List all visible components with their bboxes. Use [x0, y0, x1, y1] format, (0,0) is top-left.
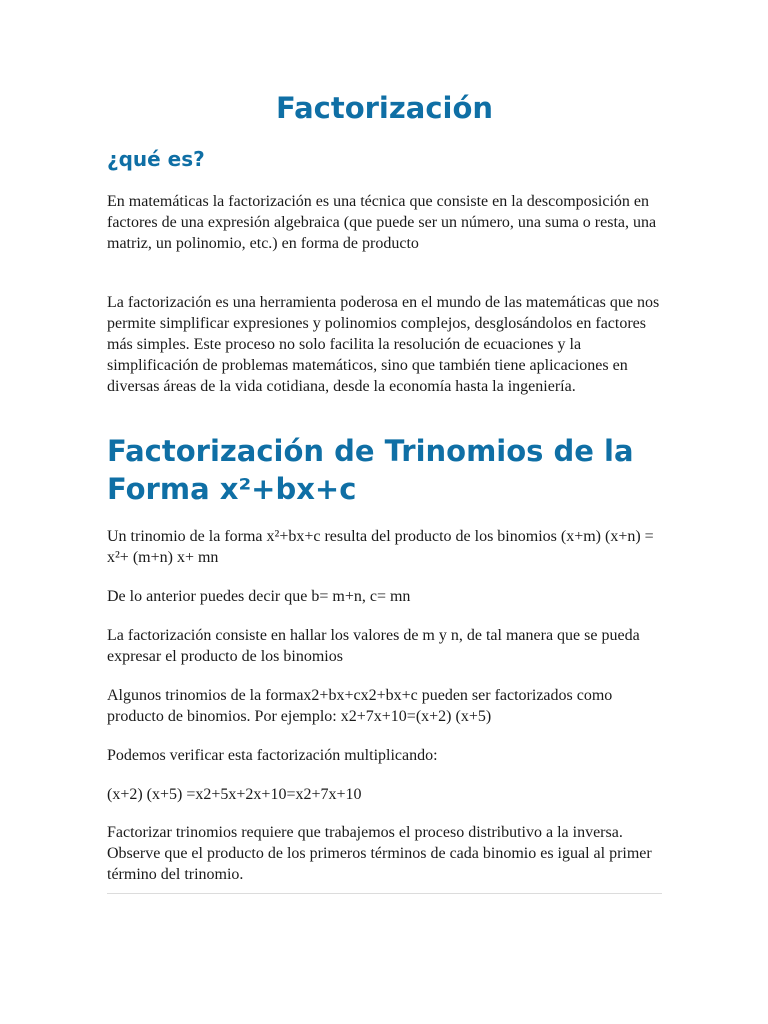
paragraph-importance: La factorización es una herramienta poderosa en el mundo de las matemáticas que nos permite simplificar expresiones y polinomios complejos, desglosándolos en factores más simples. Este proceso no solo facilita la resolución de ecuaciones y la simplificación de problemas matemáticos, sino que también tiene aplicaciones en diversas áreas de la vida cotidiana, desde la economía hasta la ingeniería.: [107, 294, 660, 395]
section-heading-que-es: ¿qué es?: [107, 147, 205, 171]
bottom-divider: [107, 893, 662, 894]
paragraph-definition: En matemáticas la factorización es una técnica que consiste en la descomposición en factores de una expresión algebraica (que puede ser un número, una suma o resta, una matriz, un polinomio, etc.) en forma de producto: [107, 193, 657, 252]
paragraph-example: Algunos trinomios de la formax2+bx+cx2+bx+c pueden ser factorizados como producto de binomios. Por ejemplo: x2+7x+10=(x+2) (x+5): [107, 687, 613, 725]
paragraph-factorization-goal: La factorización consiste en hallar los valores de m y n, de tal manera que se pueda expresar el producto de los binomios: [107, 627, 640, 665]
paragraph-verify: Podemos verificar esta factorización multiplicando:: [107, 747, 438, 764]
paragraph-b-c-relation: De lo anterior puedes decir que b= m+n, c= mn: [107, 588, 411, 605]
paragraph-trinomio-form: Un trinomio de la forma x²+bx+c resulta del producto de los binomios (x+m) (x+n) = x²+ (m+n) x+ mn: [107, 528, 654, 566]
paragraph-distributive: Factorizar trinomios requiere que trabajemos el proceso distributivo a la inversa. Observe que el producto de los primeros términos de cada binomio es igual al primer término del trinomio.: [107, 824, 652, 883]
document-title: Factorización: [275, 91, 494, 125]
section-heading-trinomios: Factorización de Trinomios de la Forma x²+bx+c: [107, 434, 634, 506]
paragraph-verification-equation: (x+2) (x+5) =x2+5x+2x+10=x2+7x+10: [107, 786, 362, 803]
